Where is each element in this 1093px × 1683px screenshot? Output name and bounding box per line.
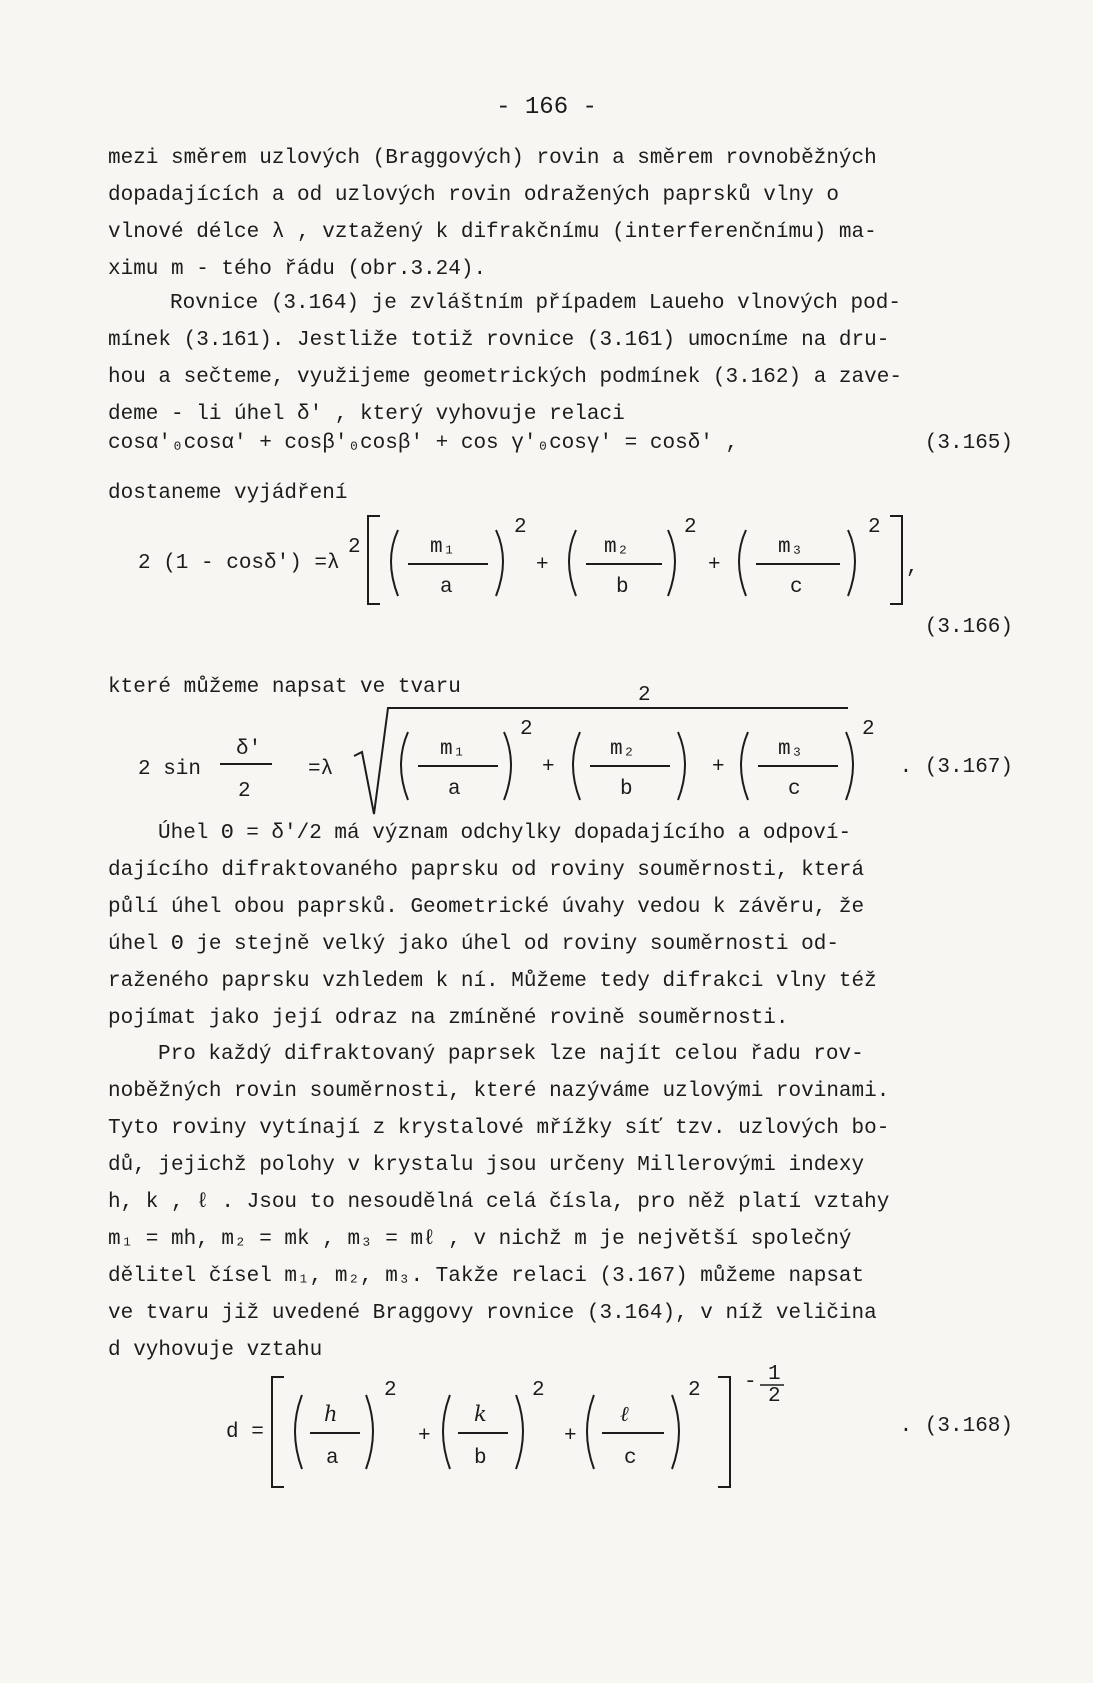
eq166-sup: 2 bbox=[348, 536, 361, 559]
eq168-lhs: d = bbox=[226, 1421, 264, 1444]
eq167-c: c bbox=[788, 778, 801, 801]
paren bbox=[516, 1395, 523, 1469]
text-line: hou a sečteme, využijeme geometrických podmínek (3.162) a zave- bbox=[108, 366, 902, 389]
equation-3-168 bbox=[108, 1365, 1013, 1505]
eq167-num: δ' bbox=[236, 738, 262, 761]
eq166-b: b bbox=[616, 576, 629, 599]
sup-2: 2 bbox=[384, 1379, 397, 1402]
paren bbox=[496, 530, 503, 596]
text-line: raženého paprsku vzhledem k ní. Můžeme tedy difrakci vlny též bbox=[108, 970, 877, 993]
paren bbox=[668, 530, 675, 596]
text-line: mínek (3.161). Jestliže totiž rovnice (3.161) umocníme na dru- bbox=[108, 329, 890, 352]
plus: + bbox=[564, 1425, 577, 1448]
plus: + bbox=[708, 554, 721, 577]
exp-minus: - bbox=[744, 1371, 757, 1394]
eq167-lhs: 2 sin bbox=[138, 758, 202, 781]
eq166-c: c bbox=[790, 576, 803, 599]
paragraph-3 bbox=[108, 815, 1013, 1037]
paren bbox=[573, 732, 580, 800]
eq166-a: a bbox=[440, 576, 453, 599]
eq166-m2: m₂ bbox=[604, 536, 630, 559]
plus: + bbox=[542, 756, 555, 779]
plus: + bbox=[418, 1425, 431, 1448]
equation-number: . (3.167) bbox=[899, 756, 1013, 779]
text-line: h, k , ℓ . Jsou to nesoudělná celá čísla, pro něž platí vztahy bbox=[108, 1191, 890, 1214]
sup-2: 2 bbox=[684, 516, 697, 539]
text-line: m₁ = mh, m₂ = mk , m₃ = mℓ , v nichž m je největší společný bbox=[108, 1228, 852, 1251]
sup-2: 2 bbox=[868, 516, 881, 539]
sup-2: 2 bbox=[532, 1379, 545, 1402]
eq166-m1: m₁ bbox=[430, 536, 456, 559]
text-line: Tyto roviny vytínají z krystalové mřížky síť tzv. uzlových bo- bbox=[108, 1117, 890, 1140]
equation-3-166 bbox=[108, 508, 1013, 638]
equation-3-168-drawing bbox=[108, 1365, 1013, 1505]
text-line: dů, jejichž polohy v krystalu jsou určeny Millerovými indexy bbox=[108, 1154, 865, 1177]
eq168-b: b bbox=[474, 1447, 487, 1470]
text-line: dělitel čísel m₁, m₂, m₃. Takže relaci (3.167) můžeme napsat bbox=[108, 1265, 865, 1288]
paren bbox=[672, 1395, 679, 1469]
paren bbox=[443, 1395, 450, 1469]
ktere-line: které můžeme napsat ve tvaru bbox=[108, 676, 461, 699]
paren bbox=[741, 732, 748, 800]
equation-number: (3.165) bbox=[924, 432, 1013, 455]
eq168-h: h bbox=[324, 1402, 338, 1426]
eq167-b: b bbox=[620, 778, 633, 801]
eq167-eq: =λ bbox=[308, 758, 334, 781]
paren bbox=[569, 530, 576, 596]
paren bbox=[366, 1395, 373, 1469]
right-bracket bbox=[718, 1377, 730, 1487]
text-line: vlnové délce λ , vztažený k difrakčnímu (interferenčnímu) ma- bbox=[108, 221, 877, 244]
text-line: d vyhovuje vztahu bbox=[108, 1339, 323, 1362]
exp-num: 1 bbox=[768, 1363, 781, 1386]
right-bracket bbox=[890, 516, 902, 604]
text-line: noběžných rovin souměrnosti, které nazýváme uzlovými rovinami. bbox=[108, 1080, 890, 1103]
eq168-k: k bbox=[474, 1402, 487, 1426]
eq167-a: a bbox=[448, 778, 461, 801]
paragraph-4 bbox=[108, 1036, 1013, 1369]
eq168-c: c bbox=[624, 1447, 637, 1470]
left-bracket bbox=[368, 516, 380, 604]
sup-2: 2 bbox=[638, 684, 651, 707]
text-line: pojímat jako její odraz na zmíněné rovině souměrnosti. bbox=[108, 1007, 789, 1030]
text-line: půlí úhel obou paprsků. Geometrické úvahy vedou k závěru, že bbox=[108, 896, 865, 919]
equation-number: (3.166) bbox=[924, 616, 1013, 639]
paren bbox=[295, 1395, 302, 1469]
page-number: - 166 - bbox=[496, 94, 597, 121]
exp-den: 2 bbox=[768, 1385, 781, 1408]
dostaneme-line: dostaneme vyjádření bbox=[108, 482, 348, 505]
text-line: Rovnice (3.164) je zvláštním případem Laueho vlnových pod- bbox=[170, 292, 901, 315]
paren bbox=[848, 530, 855, 596]
equation-3-165 bbox=[108, 432, 1013, 455]
paren bbox=[739, 530, 746, 596]
eq167-m2: m₂ bbox=[610, 738, 636, 761]
sup-2: 2 bbox=[862, 718, 875, 741]
plus: + bbox=[712, 756, 725, 779]
eq168-a: a bbox=[326, 1447, 339, 1470]
paren bbox=[678, 732, 685, 800]
text-line: ximu m - tého řádu (obr.3.24). bbox=[108, 258, 487, 281]
eq167-m1: m₁ bbox=[440, 738, 466, 761]
left-bracket bbox=[272, 1377, 284, 1487]
paragraph-2 bbox=[108, 285, 1013, 433]
text-line: úhel Θ je stejně velký jako úhel od roviny souměrnosti od- bbox=[108, 933, 839, 956]
text-line: Úhel Θ = δ'/2 má význam odchylky dopadajícího a odpoví- bbox=[158, 822, 852, 845]
sup-2: 2 bbox=[688, 1379, 701, 1402]
eq166-m3: m₃ bbox=[778, 536, 804, 559]
text-line: ve tvaru již uvedené Braggovy rovnice (3.164), v níž veličina bbox=[108, 1302, 877, 1325]
text-line: deme - li úhel δ' , který vyhovuje relaci bbox=[108, 403, 625, 426]
plus: + bbox=[536, 554, 549, 577]
paren bbox=[391, 530, 398, 596]
equation-number: . (3.168) bbox=[899, 1415, 1013, 1438]
equation-body: cosα'₀cosα' + cosβ'₀cosβ' + cos γ'₀cosγ' = cosδ' , bbox=[108, 432, 739, 455]
comma: , bbox=[906, 556, 919, 579]
sup-2: 2 bbox=[520, 718, 533, 741]
paragraph-1 bbox=[108, 140, 1013, 288]
paren bbox=[401, 732, 408, 800]
eq167-m3: m₃ bbox=[778, 738, 804, 761]
eq168-l: ℓ bbox=[620, 1402, 629, 1426]
eq166-lhs: 2 (1 - cosδ') =λ bbox=[138, 552, 340, 575]
text-line: mezi směrem uzlových (Braggových) rovin a směrem rovnoběžných bbox=[108, 147, 877, 170]
paren bbox=[587, 1395, 594, 1469]
radical-sign bbox=[354, 708, 848, 814]
sup-2: 2 bbox=[514, 516, 527, 539]
paren bbox=[846, 732, 853, 800]
eq167-den: 2 bbox=[238, 780, 251, 803]
paren bbox=[504, 732, 511, 800]
equation-3-166-drawing bbox=[108, 508, 1013, 638]
text-line: Pro každý difraktovaný paprsek lze najít celou řadu rov- bbox=[158, 1043, 864, 1066]
text-line: dopadajících a od uzlových rovin odražených paprsků vlny o bbox=[108, 184, 839, 207]
text-line: dajícího difraktovaného paprsku od roviny souměrnosti, která bbox=[108, 859, 865, 882]
